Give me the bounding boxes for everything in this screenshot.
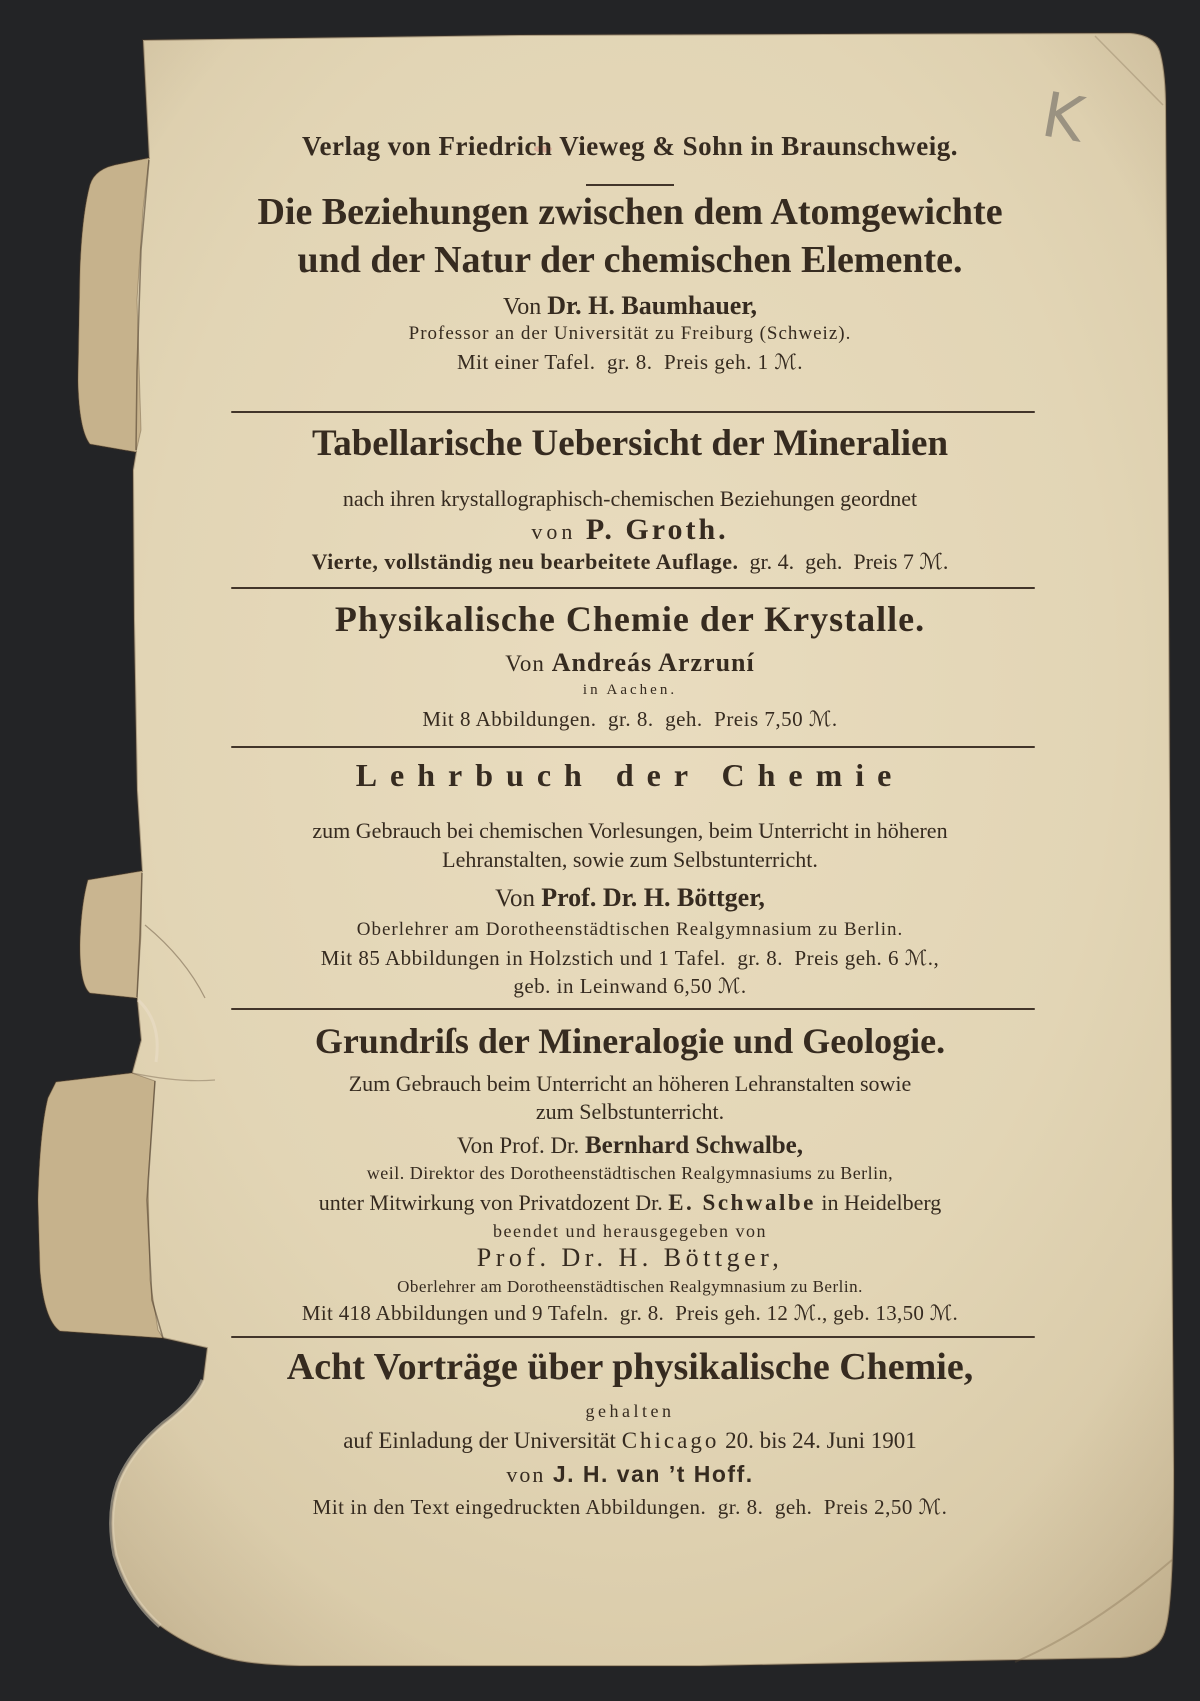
book5-edited-line: beendet und herausgegeben von [493,1221,767,1241]
book5-details: Mit 418 Abbildungen und 9 Tafeln. gr. 8. Preis geh. 12 ℳ., geb. 13,50 ℳ. [301,1301,959,1325]
book6-subtitle: gehalten [585,1401,675,1421]
torn-flap-bottom [38,1073,163,1338]
book5-subtitle-line2: zum Selbstunterricht. [535,1099,725,1124]
book4-details-line2: geb. in Leinwand 6,50 ℳ. [513,974,747,998]
book6-author: J. H. van ’t Hoff. [552,1461,754,1487]
book5-author: Bernhard Schwalbe, [584,1132,804,1159]
book5-author-note: weil. Direktor des Dorotheenstädtischen Realgymnasiums zu Berlin, [366,1163,894,1183]
section-divider-rule [231,411,1035,413]
book4-author: Prof. Dr. H. Böttger, [541,883,765,912]
book6-occasion-post: 20. bis 24. Juni 1901 [719,1428,917,1453]
book4-author-note: Oberlehrer am Dorotheenstädtischen Realgymnasium zu Berlin. [356,919,904,940]
book2-title: Tabellarische Uebersicht der Mineralien [311,423,949,464]
book3-byline [225,648,1035,679]
book4-details-line1: Mit 85 Abbildungen in Holzstich und 1 Tafel. gr. 8. Preis geh. 6 ℳ., [320,946,940,970]
book1-author-note: Professor an der Universität zu Freiburg (Schweiz). [408,323,852,344]
book6-byline [225,1461,1035,1488]
book5-byline [225,1131,1035,1161]
book4-title: Lehrbuch der Chemie [355,757,905,793]
section-divider-rule [231,746,1035,748]
book6-by-prefix: von [506,1462,553,1487]
book5-by-prefix: Von Prof. Dr. [456,1133,585,1158]
book1-by-prefix: Von [503,294,548,320]
section-divider-rule [231,587,1035,589]
book6-details: Mit in den Text eingedruckten Abbildungen. gr. 8. geh. Preis 2,50 ℳ. [312,1495,948,1519]
book3-title: Physikalische Chemie der Krystalle. [334,599,926,639]
book3-by-prefix: Von [505,651,552,676]
section-divider-rule [231,1336,1035,1338]
book4-subtitle-line1: zum Gebrauch bei chemischen Vorlesungen, beim Unterricht in höheren [312,818,948,843]
book1-byline [225,291,1035,322]
book1-title-line1: Die Beziehungen zwischen dem Atomgewichte [257,191,1003,233]
book2-subtitle: nach ihren krystallographisch-chemischen Beziehungen geordnet [342,486,918,511]
book5-contributor-line [225,1189,1035,1216]
book6-title: Acht Vorträge über physikalische Chemie, [286,1346,974,1388]
book1-author: Dr. H. Baumhauer, [547,291,757,320]
short-divider-rule [586,184,674,186]
book2-details [225,549,1035,575]
book6-occasion-line [225,1427,1035,1454]
book1-details: Mit einer Tafel. gr. 8. Preis geh. 1 ℳ. [456,350,804,374]
book2-author: P. Groth. [585,513,729,546]
book5-contrib-pre: unter Mitwirkung von Privatdozent Dr. [318,1190,669,1215]
book5-subtitle-line1: Zum Gebrauch beim Unterricht an höheren Lehranstalten sowie [348,1071,912,1096]
book4-subtitle-line2: Lehranstalten, sowie zum Selbstunterricht. [442,847,818,872]
section-divider-rule [231,1008,1035,1010]
book5-contrib-post: in Heidelberg [815,1190,942,1215]
book6-occasion-pre: auf Einladung der Universität [343,1428,622,1453]
book2-by-prefix: von [531,519,586,544]
book3-location: in Aachen. [582,682,678,698]
book5-editor: Prof. Dr. H. Böttger, [476,1243,784,1272]
book2-byline [225,512,1035,547]
printed-text-block [225,0,1035,1701]
book3-details: Mit 8 Abbildungen. gr. 8. geh. Preis 7,50 ℳ. [422,707,838,731]
pencil-k-annotation: K [1036,77,1090,157]
book5-editor-note: Oberlehrer am Dorotheenstädtischen Realgymnasium zu Berlin. [397,1277,863,1296]
book5-title: Grundriſs der Mineralogie und Geologie. [314,1021,946,1061]
book4-by-prefix: Von [495,885,542,912]
book2-edition: Vierte, vollständig neu bearbeitete Auflage. [311,549,739,574]
book1-title-line2: und der Natur der chemischen Elemente. [297,239,963,281]
book5-contrib-name: E. Schwalbe [668,1190,816,1215]
book6-occasion-place: Chicago [621,1428,720,1453]
publisher-imprint-line: Verlag von Friedrich Vieweg & Sohn in Braunschweig. [301,131,959,161]
book3-author: Andreás Arzruní [551,648,755,677]
book4-byline [225,883,1035,914]
torn-flap-middle [80,871,142,998]
book2-details-rest: gr. 4. geh. Preis 7 ℳ. [738,549,949,574]
